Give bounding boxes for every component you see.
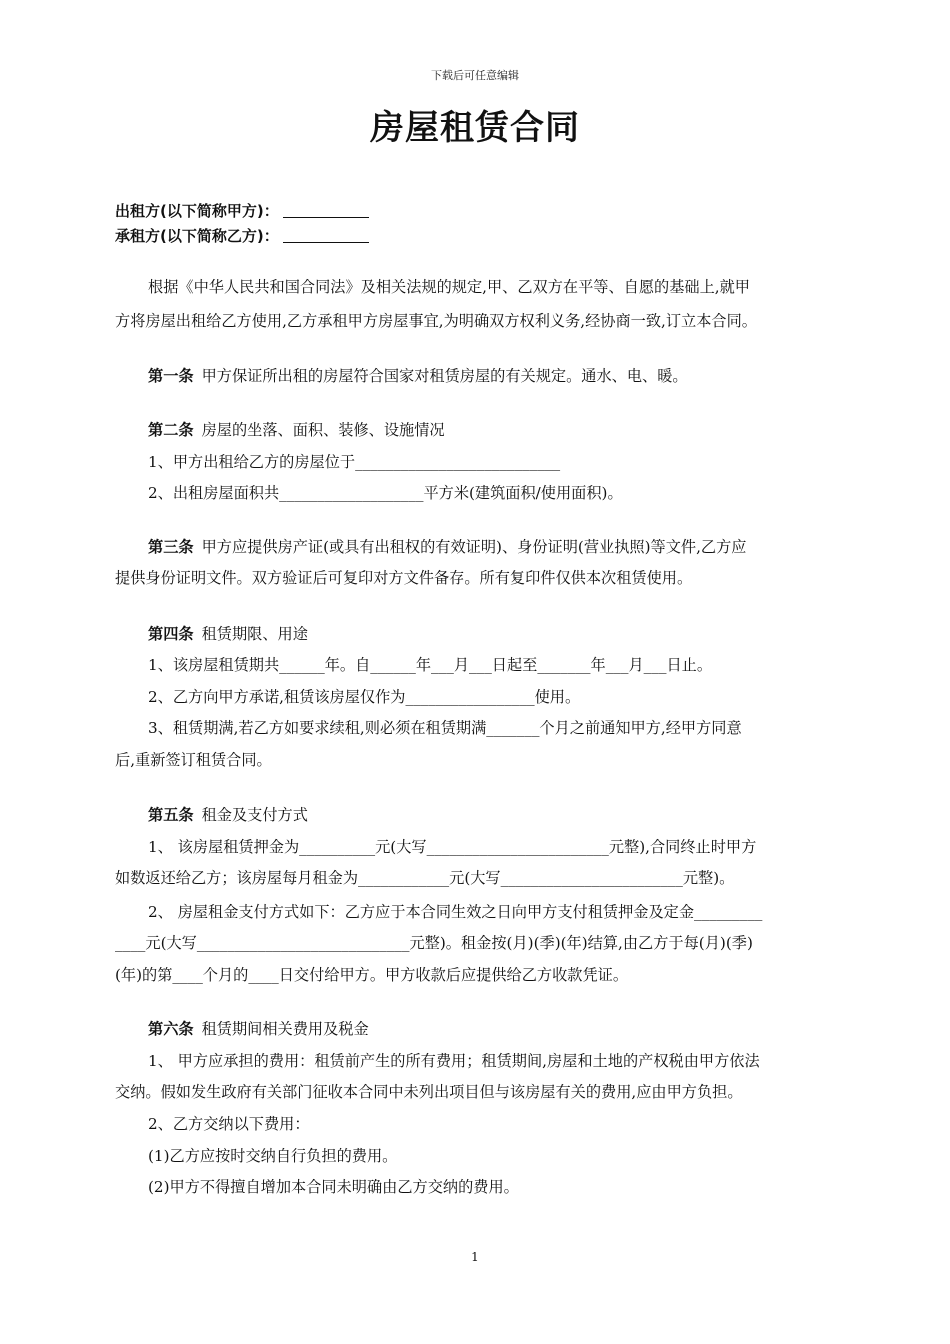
document-title: 房屋租赁合同 xyxy=(370,108,580,148)
article2-heading: 第二条 xyxy=(148,421,194,439)
page-number: 1 xyxy=(471,1250,479,1264)
article5-item2-line1: 2、 房屋租金支付方式如下：乙方应于本合同生效之日向甲方支付租赁押金及定金_________ xyxy=(148,903,763,921)
lessee-line xyxy=(115,225,369,246)
article5-item2-line2: ____元(大写____________________________元整)。租金按(月)(季)(年)结算,由乙方于每(月)(季) xyxy=(115,934,753,952)
article4-text: 租赁期限、用途 xyxy=(201,625,308,643)
article3-text: 甲方应提供房产证(或具有出租权的有效证明)、身份证明(营业执照)等文件,乙方应 xyxy=(201,538,747,556)
article6-sub2: (2)甲方不得擅自增加本合同未明确由乙方交纳的费用。 xyxy=(148,1178,519,1196)
intro-line-2: 方将房屋出租给乙方使用,乙方承租甲方房屋事宜,为明确双方权利义务,经协商一致,订立本合同。 xyxy=(115,312,757,330)
header-note: 下载后可任意编辑 xyxy=(431,69,519,82)
article1-heading: 第一条 xyxy=(148,367,194,385)
article5 xyxy=(148,805,860,825)
article6-heading: 第六条 xyxy=(148,1020,194,1038)
lessor-label: 出租方(以下简称甲方)： xyxy=(115,202,279,220)
article2-text: 房屋的坐落、面积、装修、设施情况 xyxy=(201,421,445,439)
article6-item1-line1: 1、 甲方应承担的费用：租赁前产生的所有费用；租赁期间,房屋和土地的产权税由甲方依法 xyxy=(148,1052,760,1070)
article6-item2: 2、乙方交纳以下费用： xyxy=(148,1115,310,1133)
article4-item3-line2: 后,重新签订租赁合同。 xyxy=(115,751,272,769)
article2-item1: 1、甲方出租给乙方的房屋位于___________________________ xyxy=(148,453,561,471)
article4-item1: 1、该房屋租赁期共______年。自______年___月___日起至_______年___月___日止。 xyxy=(148,656,713,674)
article4-item3-line1: 3、租赁期满,若乙方如要求续租,则必须在租赁期满_______个月之前通知甲方,经甲方同意 xyxy=(148,719,742,737)
lessor-line xyxy=(115,200,369,221)
lessee-blank[interactable] xyxy=(283,227,369,243)
article4-item2: 2、乙方向甲方承诺,租赁该房屋仅作为_________________使用。 xyxy=(148,688,581,706)
article5-item1-line1: 1、 该房屋租赁押金为__________元(大写________________________元整),合同终止时甲方 xyxy=(148,838,757,856)
article3-heading: 第三条 xyxy=(148,538,194,556)
article6-text: 租赁期间相关费用及税金 xyxy=(201,1020,369,1038)
article2 xyxy=(148,420,860,440)
article4 xyxy=(148,624,860,644)
lessor-blank[interactable] xyxy=(283,202,369,218)
article5-item1-line2: 如数返还给乙方；该房屋每月租金为____________元(大写________________________元整)。 xyxy=(115,869,735,887)
article1 xyxy=(148,366,860,386)
article1-text: 甲方保证所出租的房屋符合国家对租赁房屋的有关规定。通水、电、暖。 xyxy=(201,367,688,385)
lessee-label: 承租方(以下简称乙方)： xyxy=(115,227,279,245)
intro-line-1: 根据《中华人民共和国合同法》及相关法规的规定,甲、乙双方在平等、自愿的基础上,就甲 xyxy=(148,278,750,296)
article5-heading: 第五条 xyxy=(148,806,194,824)
article5-item2-line3: (年)的第____个月的____日交付给甲方。甲方收款后应提供给乙方收款凭证。 xyxy=(115,966,629,984)
article3-line2: 提供身份证明文件。双方验证后可复印对方文件备存。所有复印件仅供本次租赁使用。 xyxy=(115,569,693,587)
article6 xyxy=(148,1019,860,1039)
article4-heading: 第四条 xyxy=(148,625,194,643)
article6-item1-line2: 交纳。假如发生政府有关部门征收本合同中未列出项目但与该房屋有关的费用,应由甲方负担。 xyxy=(115,1083,743,1101)
article6-sub1: (1)乙方应按时交纳自行负担的费用。 xyxy=(148,1147,398,1165)
article3 xyxy=(148,537,860,557)
article2-item2: 2、出租房屋面积共___________________平方米(建筑面积/使用面积)。 xyxy=(148,484,623,502)
article5-text: 租金及支付方式 xyxy=(201,806,308,824)
